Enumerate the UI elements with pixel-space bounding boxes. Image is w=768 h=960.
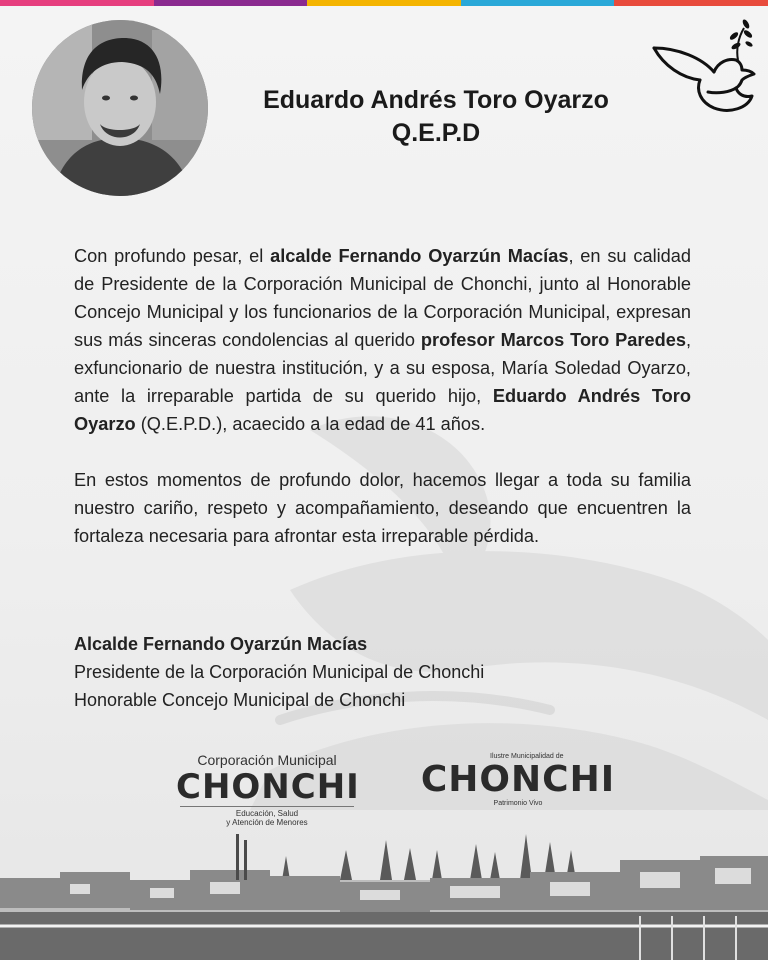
logo-ilustre-sub: Patrimonio Vivo: [493, 800, 543, 807]
logo-corp-sub-1: Educación, Salud: [235, 809, 299, 818]
town-skyline-illustration: [0, 820, 768, 960]
portrait-illustration: [32, 20, 208, 196]
corporacion-municipal-logo: [176, 752, 358, 826]
portrait-photo: [32, 20, 208, 196]
ilustre-municipalidad-logo: [420, 752, 616, 812]
signatory-title-2: Honorable Concejo Municipal de Chonchi: [74, 690, 406, 710]
logo-corp-top: Corporación Municipal: [197, 752, 337, 768]
highlighted-name: profesor Marcos Toro Paredes: [420, 330, 686, 350]
color-stripe: [0, 0, 768, 6]
highlighted-name: alcalde Fernando Oyarzún Macías: [270, 246, 569, 266]
message-text: , exfuncionario de nuestra institución, y a su esposa, María Soledad Oyarzo, ante la irreparable partida de su querido hijo,: [74, 330, 691, 406]
qepd-label: Q.E.P.D: [391, 119, 481, 147]
message-text: , en su calidad de Presidente de la Corporación Municipal de Chonchi, junto al Honorable Concejo Municipal y los funcionarios de la Corporación Municipal, expresan sus más sinceras condolencias al querido: [74, 246, 691, 350]
stripe-segment: [614, 0, 768, 6]
dove-icon: [648, 14, 756, 122]
signature-block: [74, 630, 484, 714]
deceased-name: Eduardo Andrés Toro Oyarzo: [263, 86, 609, 114]
stripe-segment: [154, 0, 308, 6]
message-paragraph-2: En estos momentos de profundo dolor, hacemos llegar a toda su familia nuestro cariño, respeto y acompañamiento, deseando que encuentren la fortaleza necesaria para afrontar esta irreparable pérdida.: [74, 470, 691, 546]
message-paragraph-1: [74, 242, 691, 438]
logo-corp-sub-2: y Atención de Menores: [226, 818, 308, 827]
stripe-segment: [307, 0, 461, 6]
message-text: Con profundo pesar, el: [74, 246, 271, 266]
condolence-message: [74, 242, 691, 550]
signatory-name: Alcalde Fernando Oyarzún Macías: [74, 634, 368, 654]
logo-corp-name: CHONCHI: [176, 767, 360, 807]
signatory-title-1: Presidente de la Corporación Municipal de Chonchi: [74, 662, 485, 682]
stripe-segment: [461, 0, 615, 6]
logo-ilustre-name: CHONCHI: [420, 759, 616, 800]
highlighted-name: Eduardo Andrés Toro Oyarzo: [74, 386, 691, 434]
message-text: (Q.E.P.D.), acaecido a la edad de 41 años.: [135, 414, 486, 434]
stripe-segment: [0, 0, 154, 6]
memorial-title: [218, 84, 654, 150]
logo-ilustre-top: Ilustre Municipalidad de: [490, 753, 564, 760]
